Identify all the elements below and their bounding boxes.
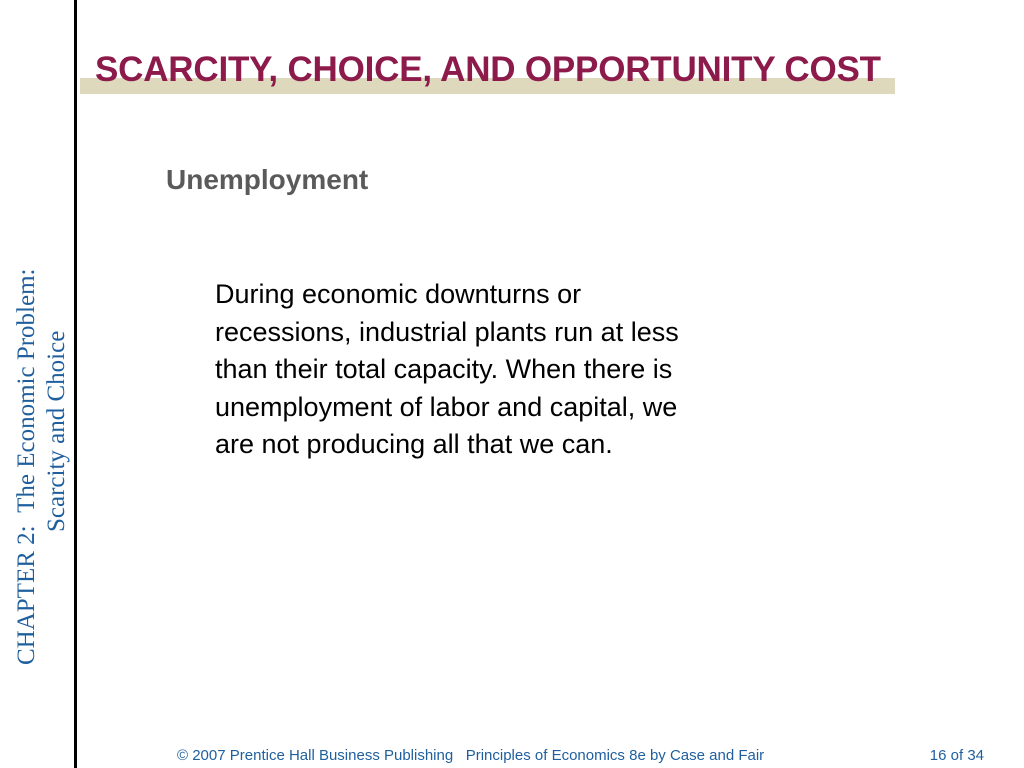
body-line-3: than their total capacity. When there is — [215, 354, 673, 384]
body-line-2: recessions, industrial plants run at less — [215, 316, 679, 347]
body-line-4: unemployment of labor and capital, we — [215, 391, 678, 422]
chapter-number: CHAPTER 2: — [13, 525, 40, 665]
footer-credit: © 2007 Prentice Hall Business Publishing Principles of Economics 8e by Case and Fair — [177, 747, 765, 764]
chapter-label — [13, 185, 72, 665]
left-vertical-rule — [74, 0, 77, 768]
section-subheading: Unemployment — [166, 164, 369, 195]
page-total: 34 — [967, 747, 984, 764]
page-of: of — [950, 747, 964, 764]
chapter-title-line-2: Scarcity and Choice — [43, 330, 70, 532]
slide-title: SCARCITY, CHOICE, AND OPPORTUNITY COST — [95, 50, 881, 89]
chapter-title-line-1: The Economic Problem: — [13, 268, 40, 513]
page-number — [930, 746, 984, 766]
body-paragraph — [215, 276, 815, 464]
body-line-5: are not producing all that we can. — [215, 429, 613, 459]
body-line-1: During economic downturns or — [215, 279, 582, 309]
page-current: 16 — [929, 747, 947, 764]
chapter-label-line-1 — [12, 185, 42, 665]
